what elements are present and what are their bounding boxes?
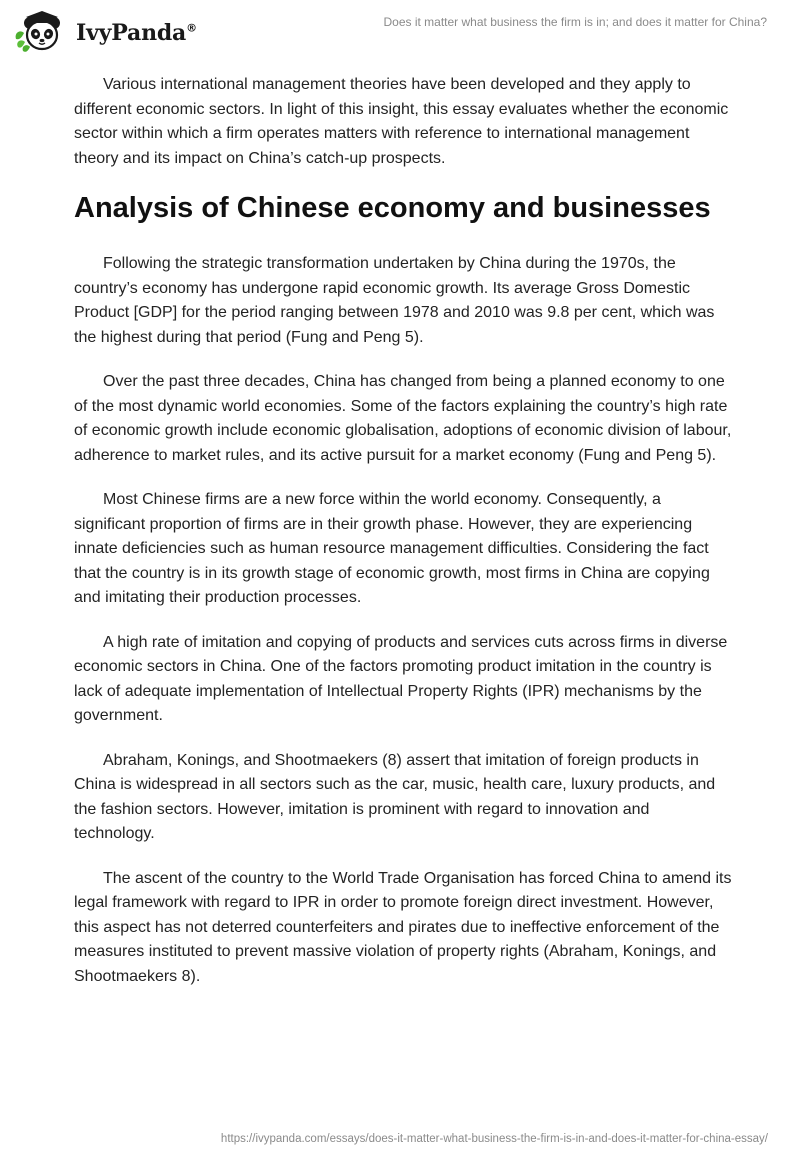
body-paragraph: The ascent of the country to the World Trade Organisation has forced China to amend its legal framework with regard to IPR in order to promote foreign direct investment. However, this aspect has not deterred counterfeiters and pirates due to ineffective enforcement of the measures instituted to prevent massive violation of property rights (Abraham, Konings, and Shootmaekers 8). (74, 869, 732, 985)
intro-paragraph: Various international management theories have been developed and they apply to different economic sectors. In light of this insight, this essay evaluates whether the economic sector within which a firm operates matters with reference to international management theory and its impact on China’s catch-up prospects. (74, 76, 729, 167)
page-header (0, 0, 800, 60)
document-title: Does it matter what business the firm is in; and does it matter for China? (383, 15, 767, 29)
source-url[interactable]: https://ivypanda.com/essays/does-it-matter-what-business-the-firm-is-in-and-does-it-matter-for-china-essay/ (220, 1133, 768, 1145)
body-paragraph: Over the past three decades, China has changed from being a planned economy to one of the most dynamic world economies. Some of the factors explaining the country’s high rate of economic growth include economic globalisation, adoptions of economic division of labour, adherence to market rules, and its active pursuit for a market economy (Fung and Peng 5). (74, 373, 732, 464)
panda-graduate-icon (14, 9, 70, 53)
brand-name: IvyPanda® (76, 20, 197, 46)
body-paragraph: A high rate of imitation and copying of products and services cuts across firms in diverse economic sectors in China. One of the factors promoting product imitation in the country is lack of adequate implementation of Intellectual Property Rights (IPR) mechanisms by the government. (74, 633, 728, 724)
brand-logo[interactable] (14, 9, 197, 53)
body-paragraph: Abraham, Konings, and Shootmaekers (8) assert that imitation of foreign products in China is widespread in all sectors such as the car, music, health care, luxury products, and the fashion sectors. However, imitation is prominent with regard to innovation and technology. (74, 751, 716, 842)
section-heading: Analysis of Chinese economy and businesses (74, 192, 711, 224)
body-paragraph: Following the strategic transformation undertaken by China during the 1970s, the country’s economy has undergone rapid economic growth. Its average Gross Domestic Product [GDP] for the period ranging between 1978 and 2010 was 9.8 per cent, which was the highest during that period (Fung and Peng 5). (74, 255, 715, 346)
essay-body (74, 73, 734, 1009)
body-paragraph: Most Chinese firms are a new force within the world economy. Consequently, a significant proportion of firms are in their growth phase. However, they are experiencing innate deficiencies such as human resource management difficulties. Considering the fact that the country is in its growth stage of economic growth, most firms in China are copying and imitating their production processes. (74, 491, 710, 606)
